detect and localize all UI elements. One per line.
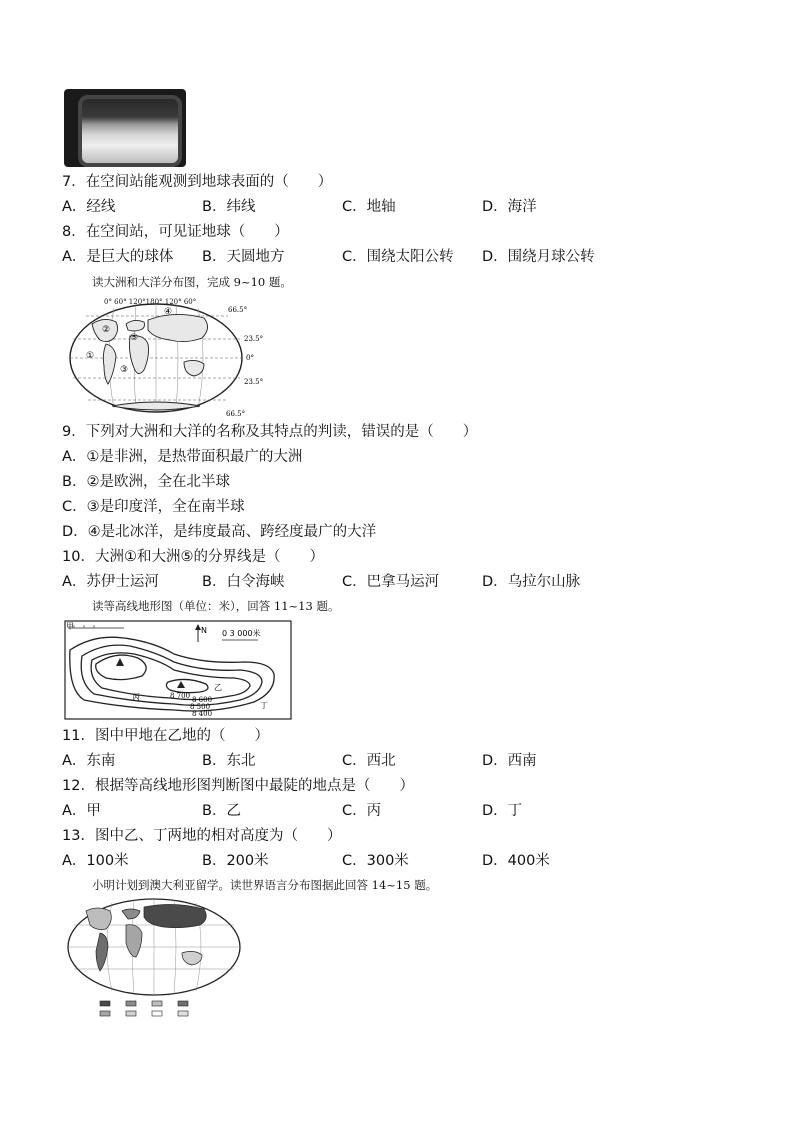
option-a[interactable]: A．苏伊士运河 [62, 574, 159, 590]
lat-66s-label: 66.5° [226, 410, 246, 418]
point-bing: 丙 [132, 693, 140, 702]
question-7-stem: 7．在空间站能观测到地球表面的（ ） [62, 174, 333, 190]
option-b[interactable]: B．200米 [202, 853, 269, 869]
marker-3: ③ [120, 365, 129, 375]
intro-11-13: 读等高线地形图（单位：米），回答 11~13 题。 [92, 599, 340, 613]
option-c[interactable]: C．300米 [342, 853, 409, 869]
question-10-options [62, 572, 742, 592]
marker-4: ④ [164, 307, 173, 317]
option-d[interactable]: D．丁 [482, 803, 523, 819]
station-window [78, 95, 182, 167]
option-d[interactable]: D．400米 [482, 853, 550, 869]
option-b[interactable]: B．白令海峡 [202, 574, 285, 590]
question-12-options [62, 801, 742, 821]
point-jia: 甲 [66, 622, 74, 631]
question-13-stem: 13．图中乙、丁两地的相对高度为（ ） [62, 828, 342, 844]
question-11-stem: 11．图中甲地在乙地的（ ） [62, 728, 269, 744]
option-c[interactable]: C．地轴 [342, 199, 396, 215]
contour-map [64, 620, 292, 720]
scale-label: 0 3 000米 [222, 629, 261, 638]
elevation-8500: 8 500 [190, 703, 211, 711]
option-c[interactable]: C．丙 [342, 803, 382, 819]
question-13-options [62, 851, 742, 871]
option-a[interactable]: A．甲 [62, 803, 101, 819]
marker-2: ② [102, 325, 111, 335]
option-d[interactable]: D．④是北冰洋，是纬度最高、跨经度最广的大洋 [62, 524, 377, 540]
question-7-options [62, 197, 742, 217]
option-b[interactable]: B．纬线 [202, 199, 256, 215]
option-d[interactable]: D．围绕月球公转 [482, 249, 595, 265]
option-d[interactable]: D．西南 [482, 753, 537, 769]
option-b[interactable]: B．②是欧洲，全在北半球 [62, 474, 230, 490]
option-a[interactable]: A．100米 [62, 853, 129, 869]
option-a[interactable]: A．是巨大的球体 [62, 249, 174, 265]
option-c[interactable]: C．围绕太阳公转 [342, 249, 454, 265]
lat-23s-label: 23.5° [244, 378, 264, 386]
lat-0-label: 0° [246, 354, 254, 362]
marker-5: ⑤ [130, 333, 139, 343]
elevation-8400: 8 400 [192, 710, 213, 718]
option-a[interactable]: A．东南 [62, 753, 116, 769]
option-a[interactable]: A．①是非洲，是热带面积最广的大洲 [62, 449, 303, 465]
question-8-options [62, 247, 742, 267]
point-yi: 乙 [214, 683, 222, 692]
continents-oceans-map [64, 294, 264, 420]
option-d[interactable]: D．海洋 [482, 199, 537, 215]
intro-9-10: 读大洲和大洋分布图，完成 9~10 题。 [92, 275, 292, 289]
lat-66n-label: 66.5° [228, 306, 248, 314]
question-10-stem: 10．大洲①和大洲⑤的分界线是（ ） [62, 549, 324, 565]
option-b[interactable]: B．天圆地方 [202, 249, 285, 265]
question-8-stem: 8．在空间站，可见证地球（ ） [62, 224, 289, 240]
north-label: N [201, 626, 207, 635]
elevation-8700: 8 700 [170, 692, 191, 700]
option-c[interactable]: C．巴拿马运河 [342, 574, 440, 590]
option-b[interactable]: B．东北 [202, 753, 256, 769]
elevation-8600: 8 600 [192, 696, 213, 704]
question-11-options [62, 751, 742, 771]
option-b[interactable]: B．乙 [202, 803, 241, 819]
option-c[interactable]: C．③是印度洋，全在南半球 [62, 499, 245, 515]
question-9-stem: 9．下列对大洲和大洋的名称及其特点的判读，错误的是（ ） [62, 424, 478, 440]
question-12-stem: 12．根据等高线地形图判断图中最陡的地点是（ ） [62, 778, 414, 794]
longitude-labels: 0° 60° 120°180° 120° 60° [104, 298, 197, 306]
world-language-map [64, 897, 244, 1021]
option-c[interactable]: C．西北 [342, 753, 396, 769]
option-d[interactable]: D．乌拉尔山脉 [482, 574, 581, 590]
earth-from-space-photo [64, 89, 186, 167]
option-a[interactable]: A．经线 [62, 199, 116, 215]
lat-23n-label: 23.5° [244, 335, 264, 343]
intro-14-15: 小明计划到澳大利亚留学。读世界语言分布图据此回答 14~15 题。 [92, 878, 438, 892]
point-ding: 丁 [260, 701, 268, 710]
marker-1: ① [86, 351, 95, 361]
